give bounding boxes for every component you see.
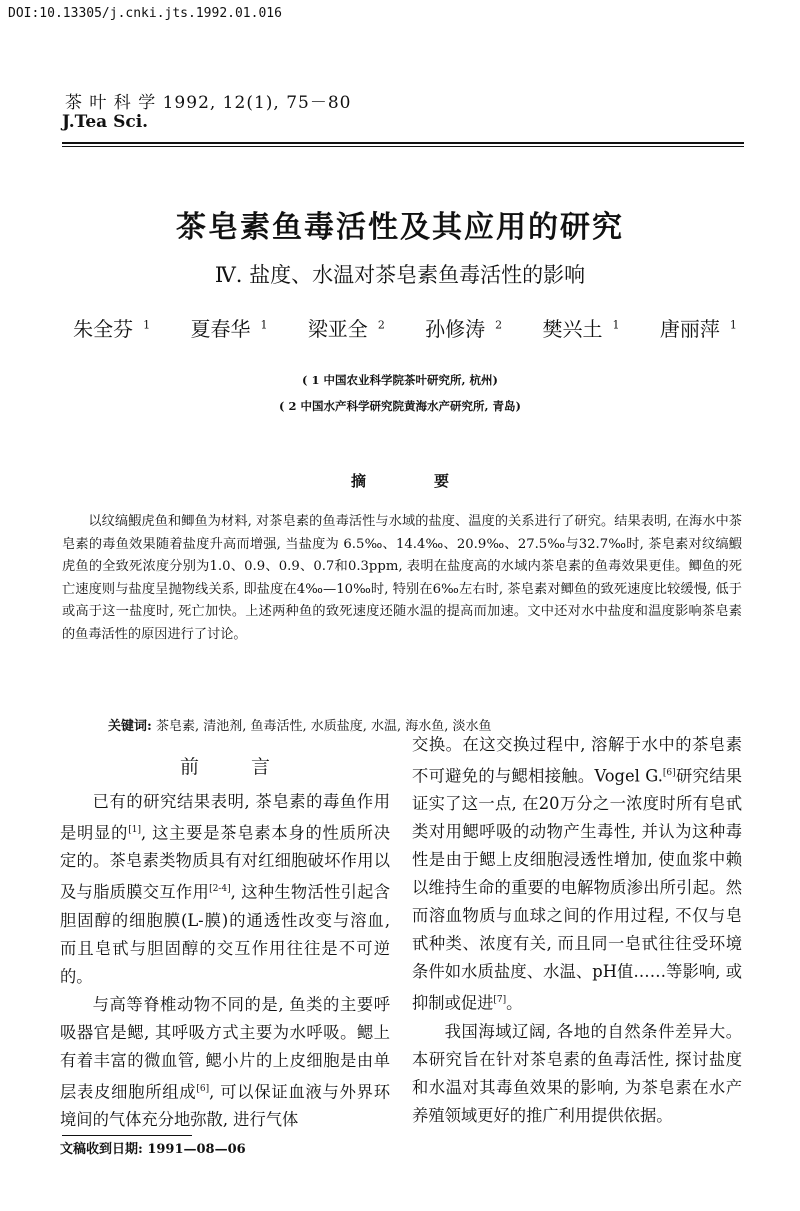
author: 唐丽萍 $^1$ (659, 317, 737, 341)
footnote-rule (62, 1135, 192, 1136)
received-date: 文稿收到日期: 1991—08—06 (60, 1142, 246, 1157)
header-rule-bottom (62, 146, 744, 147)
body-column-right: 交换。在这交换过程中, 溶解于水中的茶皂素不可避免的与鳃相接触。Vogel G.[6]研究结果证实了这一点, 在20万分之一浓度时所有皂甙类对用鳃呼吸的动物产生毒性, 并认为这种毒性是由于鳃上皮细胞浸透性增加, 使血浆中赖以维持生命的重要的电解物质渗出所引起。然而溶血物质与血球之间的作用过程, 不仅与皂甙种类、浓度有关, 而且同一皂甙往往受环境条件如水质盐度、水温、pH值……等影响, 或抑制或促进[7]。 我国海域辽阔, 各地的自然条件差异大。本研究旨在针对茶皂素的鱼毒活性, 探讨盐度和水温对其毒鱼效果的影响, 为茶皂素在水产养殖领域更好的推广利用提供依据。 (412, 735, 742, 1125)
paper-title: 茶皂素鱼毒活性及其应用的研究 (176, 210, 624, 245)
keywords: 关键词: 茶皂素, 清池剂, 鱼毒活性, 水质盐度, 水温, 海水鱼, 淡水鱼 (108, 719, 492, 734)
section-heading-intro: 前 言 (179, 756, 271, 778)
affiliation-1: ( 1 中国农业科学院茶叶研究所, 杭州) (302, 373, 498, 387)
author: 梁亚全 $^2$ (307, 317, 385, 341)
journal-citation: 茶 叶 科 学 1992, 12(1), 75－80 (65, 93, 352, 113)
author: 朱全芬 $^1$ (73, 317, 151, 341)
affiliation-2: ( 2 中国水产科学研究院黄海水产研究所, 青岛) (279, 399, 521, 413)
paper-subtitle: Ⅳ. 盐度、水温对茶皂素鱼毒活性的影响 (214, 263, 586, 287)
author: 夏春华 $^1$ (190, 317, 268, 341)
author-list (0, 313, 800, 342)
author: 樊兴土 $^1$ (542, 317, 620, 341)
author: 孙修涛 $^2$ (425, 317, 503, 341)
abstract-heading: 摘 要 (350, 472, 450, 490)
header-rule-top (62, 142, 744, 144)
doi: DOI:10.13305/j.cnki.jts.1992.01.016 (8, 6, 282, 21)
journal-abbrev: J.Tea Sci. (62, 112, 149, 132)
body-column-left: 已有的研究结果表明, 茶皂素的毒鱼作用是明显的[1], 这主要是茶皂素本身的性质所决定的。茶皂素类物质具有对红细胞破坏作用以及与脂质膜交互作用[2-4], 这种生物活性引起含胆固醇的细胞膜(L-膜)的通透性改变与溶血, 而且皂甙与胆固醇的交互作用往往是不可逆的。 与高等脊椎动物不同的是, 鱼类的主要呼吸器官是鳃, 其呼吸方式主要为水呼吸。鳃上有着丰富的微血管, 鳃小片的上皮细胞是由单层表皮细胞所组成[6], 可以保证血液与外界环境间的气体充分地弥散, 进行气体 (60, 792, 390, 1130)
abstract-body: 以纹缟鰕虎鱼和鲫鱼为材料, 对茶皂素的鱼毒活性与水域的盐度、温度的关系进行了研究。结果表明, 在海水中茶皂素的毒鱼效果随着盐度升高而增强, 当盐度为 6.5‰、14.4‰、20.9‰、27.5‰与32.7‰时, 茶皂素对纹缟鰕虎鱼的全致死浓度分别为1.0、0.9、0.9、0.7和0.3ppm, 表明在盐度高的水域内茶皂素的鱼毒效果更佳。鲫鱼的死亡速度则与盐度呈抛物线关系, 即盐度在4‰—10‰时, 特别在6‰左右时, 茶皂素对鲫鱼的致死速度比较缓慢, 低于或高于这一盐度时, 死亡加快。上述两种鱼的致死速度还随水温的提高而加速。文中还对水中盐度和温度影响茶皂素的鱼毒活性的原因进行了讨论。 (62, 514, 742, 642)
